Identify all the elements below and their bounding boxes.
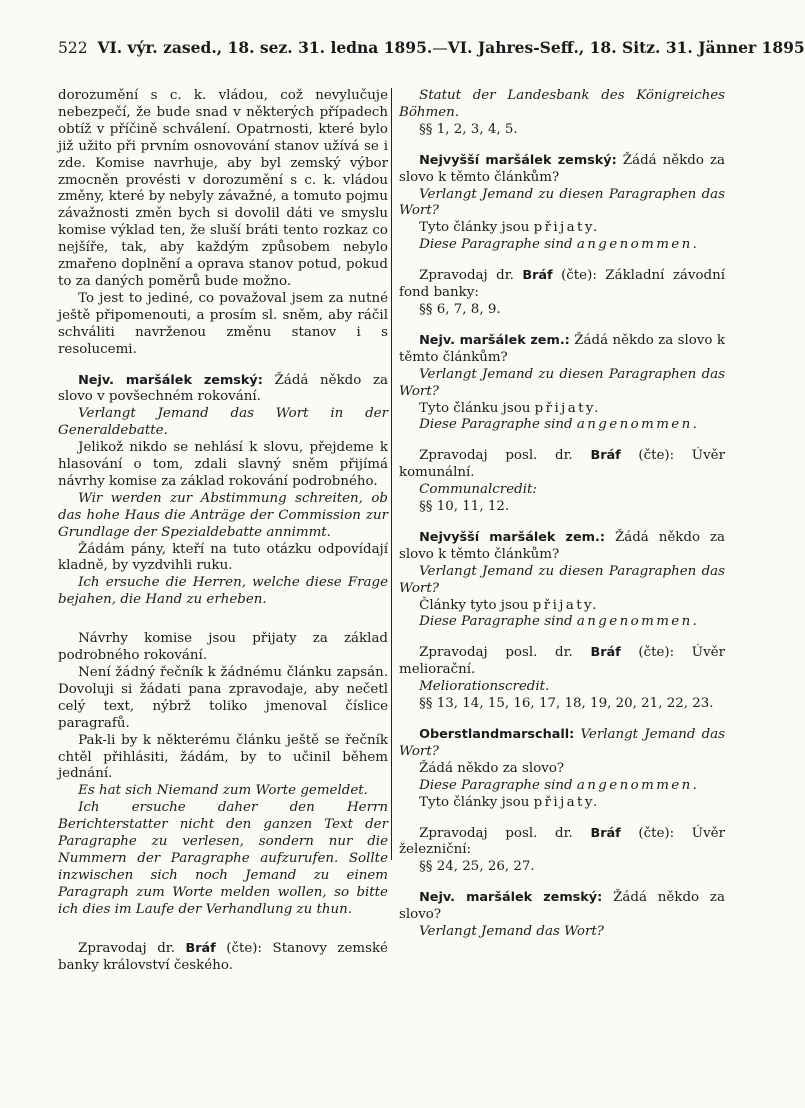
speaker-name: Nejvyšší maršálek zem.: (419, 529, 605, 545)
speaker-paragraph: Nejvyšší maršálek zemský: Žádá někdo za slovo k těmto článkům? (399, 152, 725, 185)
german-session-title: VI. Jahres-Seff., 18. Sitz. 31. Jänner 1895 (447, 38, 805, 57)
paragraph: Communalcredit: (419, 482, 537, 498)
speaker-paragraph: Zpravodaj dr. Bráf (čte): Stanovy zemské banky království českého. (58, 940, 388, 973)
paragraph-numbers: §§ 13, 14, 15, 16, 17, 18, 19, 20, 21, 22, 23. (419, 696, 714, 712)
paragraph: Návrhy komise jsou přijaty za základ podrobného rokování. (58, 631, 388, 664)
paragraph: dorozumění s c. k. vládou, což nevylučuje nebezpečí, že bude snad v některých případech obtíž v příčině schválení. Opatrnosti, které bylo již užito při prvním osnovování stanov užívá se i zde. Komise navrhuje, aby byl zemský výbor zmocněn provésti v dorozumění s c. k. vládou změny, které by nebyly závažné, a tomuto pojmu závažnosti změn bych si dovolil dáti ve smyslu komise výklad ten, že sluší bráti tento rozkaz co nejšíře, tak, aby každým způsobem nebylo zmařeno doplnění a oprava stanov potud, pokud to za daných poměrů bude možno. (58, 88, 388, 289)
speaker-paragraph: Nejv. maršálek zemský: Žádá někdo za slovo v povšechném rokování. (58, 372, 388, 405)
speaker-paragraph: Nejv. maršálek zemský: Žádá někdo za slovo? (399, 890, 725, 923)
speaker-name: Bráf (185, 940, 216, 956)
speaker-paragraph: Nejvyšší maršálek zem.: Žádá někdo za slovo k těmto článkům? (399, 529, 725, 562)
paragraph: Žádá někdo za slovo? (419, 760, 565, 776)
paragraph: Není žádný řečník k žádnému článku zapsán. Dovoluji si žádati pana zpravodaje, aby nečetl celý text, nýbrž toliko jmenoval číslice paragrafů. (58, 665, 388, 731)
paragraph: Tyto články jsou přijaty. (419, 794, 600, 810)
paragraph: Verlangt Jemand zu diesen Paragraphen das Wort? (399, 563, 725, 596)
page-header (58, 38, 805, 57)
speaker-paragraph: Nejv. maršálek zem.: Žádá někdo za slovo k těmto článkům? (399, 332, 725, 365)
speaker-name: Nejvyšší maršálek zemský: (419, 152, 617, 168)
left-column (58, 88, 388, 974)
speaker-name: Bráf (590, 825, 621, 841)
column-divider (391, 88, 392, 860)
paragraph: Ich ersuche daher den Herrn Berichterstatter nicht den ganzen Text der Paragraphe zu verlesen, sondern nur die Nummern der Paragraphe aufzurufen. Sollte inzwischen sich noch Jemand zu einem Paragraph zum Worte melden wollen, so bitte ich dies im Laufe der Verhandlung zu thun. (58, 800, 388, 917)
paragraph: Verlangt Jemand das Wort? (419, 924, 604, 940)
paragraph: Jelikož nikdo se nehlásí k slovu, přejdeme k hlasování o tom, zdali slavný sněm přijímá návrhy komise za základ rokování podrobného. (58, 440, 388, 489)
paragraph-numbers: §§ 1, 2, 3, 4, 5. (419, 121, 518, 137)
paragraph: Tyto článku jsou přijaty. (419, 400, 601, 416)
speaker-name: Bráf (590, 645, 621, 661)
speaker-name: Bráf (522, 268, 553, 284)
speaker-paragraph: Zpravodaj posl. dr. Bráf (čte): Úvěr komunální. (399, 448, 725, 481)
speaker-name: Oberstlandmarschall: (419, 727, 575, 742)
paragraph: Diese Paragraphe sind angenommen. (419, 777, 700, 793)
speaker-paragraph: Oberstlandmarschall: Verlangt Jemand das Wort? (399, 727, 725, 759)
paragraph: Ich ersuche die Herren, welche diese Frage bejahen, die Hand zu erheben. (58, 575, 388, 608)
header-left (58, 38, 432, 57)
paragraph: Meliorationscredit. (419, 679, 550, 695)
paragraph: Statut der Landesbank des Königreiches Böhmen. (399, 88, 725, 120)
paragraph: Pak-li by k některému článku ještě se řečník chtěl přihlásiti, žádám, by to učinil během jednání. (58, 732, 388, 782)
paragraph-numbers: §§ 10, 11, 12. (419, 499, 510, 515)
right-column (399, 88, 725, 941)
paragraph: Články tyto jsou přijaty. (419, 597, 599, 613)
header-separator: — (432, 39, 448, 57)
speaker-name: Nejv. maršálek zemský: (419, 890, 603, 906)
speaker-name: Nejv. maršálek zem.: (419, 332, 570, 348)
speaker-name: Bráf (590, 448, 621, 464)
czech-session-title: VI. výr. zased., 18. sez. 31. ledna 1895. (97, 38, 433, 57)
speaker-paragraph: Zpravodaj posl. dr. Bráf (čte): Úvěr železniční: (399, 825, 725, 858)
paragraph: Diese Paragraphe sind angenommen. (419, 237, 700, 253)
paragraph: Diese Paragraphe sind angenommen. (419, 417, 700, 433)
page-number: 522 (58, 39, 88, 57)
paragraph: Wir werden zur Abstimmung schreiten, ob das hohe Haus die Anträge der Commission zur Grundlage der Spezialdebatte annimmt. (58, 490, 388, 540)
paragraph: Diese Paragraphe sind angenommen. (419, 614, 700, 630)
paragraph-numbers: §§ 6, 7, 8, 9. (419, 301, 501, 317)
paragraph: To jest to jediné, co považoval jsem za nutné ještě připomenouti, a prosím sl. sněm, aby ráčil schváliti navrženou změnu stanov i s resolucemi. (58, 290, 388, 357)
paragraph: Tyto články jsou přijaty. (419, 220, 600, 236)
speaker-name: Nejv. maršálek zemský: (78, 372, 263, 388)
paragraph: Verlangt Jemand zu diesen Paragraphen das Wort? (399, 186, 725, 219)
paragraph: Es hat sich Niemand zum Worte gemeldet. (78, 783, 368, 799)
speaker-paragraph: Zpravodaj posl. dr. Bráf (čte): Úvěr meliorační. (399, 645, 725, 678)
paragraph: Verlangt Jemand zu diesen Paragraphen das Wort? (399, 366, 725, 399)
paragraph: Žádám pány, kteří na tuto otázku odpovídají kladně, by vyzdvihli ruku. (58, 541, 388, 574)
paragraph: Verlangt Jemand das Wort in der Generaldebatte. (58, 406, 388, 439)
paragraph-numbers: §§ 24, 25, 26, 27. (419, 859, 535, 875)
speaker-paragraph: Zpravodaj dr. Bráf (čte): Základní závodní fond banky: (399, 268, 726, 301)
